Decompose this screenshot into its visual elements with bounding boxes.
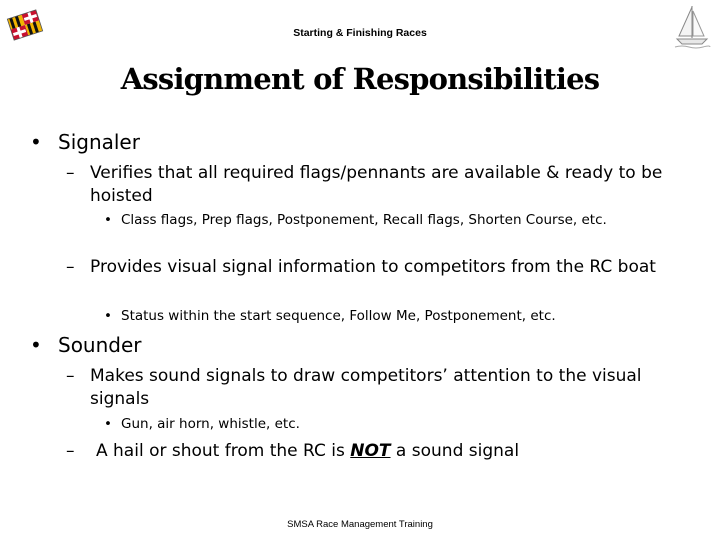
header-text: Starting & Finishing Races bbox=[293, 27, 427, 39]
bullet-label: Sounder bbox=[58, 333, 142, 357]
bullet-glyph: • bbox=[30, 333, 42, 357]
bullet-label: Signaler bbox=[58, 130, 140, 154]
item-text-pre: A hail or shout from the RC is bbox=[96, 441, 351, 461]
dash-glyph: – bbox=[66, 257, 75, 277]
bullet-glyph: • bbox=[30, 130, 42, 154]
item-text-post: a sound signal bbox=[390, 441, 520, 461]
bullet-glyph: • bbox=[104, 416, 112, 432]
sub-item-text: Status within the start sequence, Follow Me, Postponement, etc. bbox=[121, 308, 556, 324]
sub-item-text: Class flags, Prep flags, Postponement, Recall flags, Shorten Course, etc. bbox=[121, 212, 607, 228]
dash-glyph: – bbox=[66, 366, 75, 386]
item-text: Verifies that all required flags/pennants are available & ready to be hoisted bbox=[90, 163, 663, 206]
item-text: Makes sound signals to draw competitors’ attention to the visual signals bbox=[90, 366, 642, 409]
sub-item-text: Gun, air horn, whistle, etc. bbox=[121, 416, 300, 432]
page-title: Assignment of Responsibilities bbox=[120, 62, 600, 96]
dash-glyph: – bbox=[66, 441, 75, 461]
dash-glyph: – bbox=[66, 163, 75, 183]
bullet-glyph: • bbox=[104, 212, 112, 228]
emphasis-not: NOT bbox=[350, 441, 391, 461]
item-text bbox=[96, 440, 696, 463]
bullet-glyph: • bbox=[104, 308, 112, 324]
footer-text: SMSA Race Management Training bbox=[287, 519, 433, 530]
item-text: Provides visual signal information to competitors from the RC boat bbox=[90, 257, 656, 277]
